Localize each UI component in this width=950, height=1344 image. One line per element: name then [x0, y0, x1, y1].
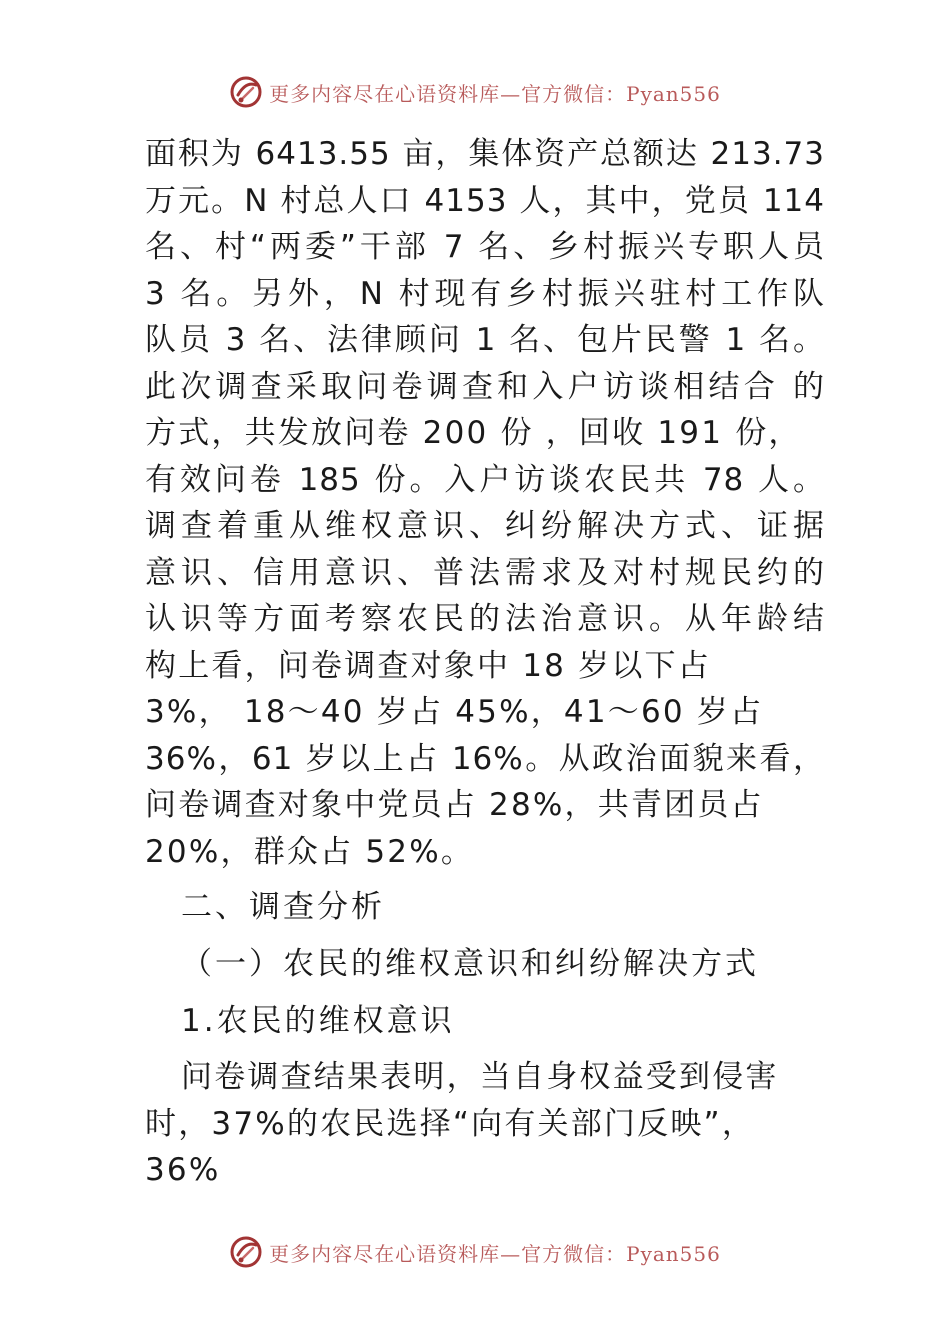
brand-logo-icon: [229, 75, 263, 109]
document-body: [145, 131, 825, 1194]
body-line: 认识等方面考察农民的法治意识。从年龄结: [145, 601, 825, 637]
body-line: 36%: [145, 1152, 221, 1188]
body-line: 面积为 6413.55 亩，集体资产总额达 213.73: [145, 136, 825, 172]
body-line: 构上看，问卷调查对象中 18 岁以下占: [145, 647, 711, 684]
section-heading: 二、调查分析: [181, 889, 385, 925]
body-line: 问卷调查对象中党员占 28%，共青团员占: [145, 787, 764, 823]
body-line: 问卷调查结果表明，当自身权益受到侵害: [181, 1059, 779, 1095]
item-heading: 1.农民的维权意识: [181, 1003, 455, 1039]
body-line: 36%，61 岁以上占 16%。从政治面貌来看，: [145, 740, 825, 777]
body-line: 调查着重从维权意识、纠纷解决方式、证据: [145, 508, 825, 544]
body-line: 3%， 18～40 岁占 45%，41～60 岁占: [145, 694, 764, 730]
body-line: 队员 3 名、法律顾问 1 名、包片民警 1 名。: [145, 322, 825, 358]
header-watermark: [0, 72, 950, 112]
subsection-heading: （一）农民的维权意识和纠纷解决方式: [181, 946, 759, 982]
body-line: 万元。N 村总人口 4153 人，其中，党员 114: [145, 182, 825, 219]
footer-watermark-text: 更多内容尽在心语资料库—官方微信：Pyan556: [269, 1241, 721, 1266]
body-line: 此次调查采取问卷调查和入户访谈相结合 的: [145, 368, 825, 405]
body-line: 20%，群众占 52%。: [145, 833, 475, 870]
body-line: 时，37%的农民选择“向有关部门反映”，: [145, 1105, 756, 1142]
body-line: 方式，共发放问卷 200 份 ，回收 191 份，: [145, 415, 802, 451]
footer-watermark: [0, 1232, 950, 1272]
body-line: 名、村“两委”干部 7 名、乡村振兴专职人员: [145, 229, 825, 265]
body-line: 有效问卷 185 份。入户访谈农民共 78 人。: [145, 461, 825, 498]
body-line: 意识、信用意识、普法需求及对村规民约的: [145, 554, 825, 591]
body-line: 3 名。另外，N 村现有乡村振兴驻村工作队: [145, 275, 825, 312]
header-watermark-text: 更多内容尽在心语资料库—官方微信：Pyan556: [269, 81, 721, 106]
brand-logo-icon: [229, 1235, 263, 1269]
